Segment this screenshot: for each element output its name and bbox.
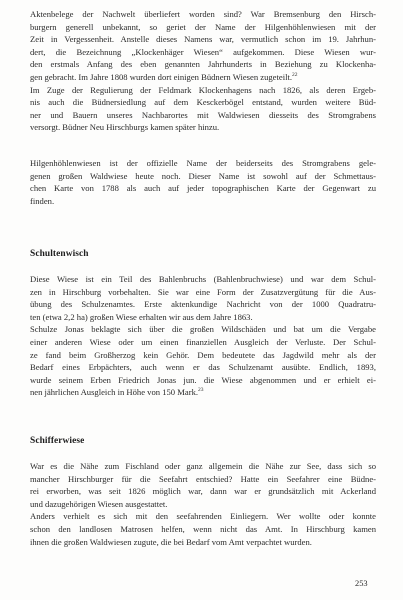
heading-schifferwiese: Schifferwiese bbox=[30, 436, 85, 446]
footnote-marker[interactable]: 22 bbox=[292, 72, 298, 79]
text-line: nis auch die Büdnersiedlung auf dem Kesckerbögel entstand, wurden weitere Büd- bbox=[30, 97, 376, 108]
text-line: Bedarf eines Erbpächters, auch wenn er das Schulzenamt ausübte. Endlich, 1893, bbox=[30, 362, 376, 373]
text-line: ihnen die großen Waldwiesen zugute, die bei Bedarf vom Amt verpachtet wurden. bbox=[30, 536, 312, 547]
text-line: mancher Hirschburger für die Seefahrt entschied? Hatte ein Seefahrer eine Büdne- bbox=[30, 473, 376, 484]
paragraph-schifferwiese bbox=[30, 460, 376, 548]
text-line: chen Karte von 1788 als auch auf jeder topographischen Karte der Gegenwart zu bbox=[30, 183, 376, 194]
footnote-marker[interactable]: 23 bbox=[198, 387, 204, 394]
text-line: ze fand beim Großherzog kein Gehör. Dem bedeutete das Jagdwild mehr als der bbox=[30, 349, 376, 360]
paragraph-official-name bbox=[30, 157, 376, 207]
paragraph-schultenwisch bbox=[30, 273, 376, 399]
text-line: schon den landlosen Matrosen helfen, wenn nicht das Amt. In Hirschburg kamen bbox=[30, 523, 376, 534]
text-line: wurde seinem Erben Friedrich Jonas jun. die Wiese abgenommen und er erhielt ei- bbox=[30, 374, 376, 385]
text-line: burgern generell unbekannt, so geriet der Name der Hilgenhöhlenwiesen mit der bbox=[30, 21, 376, 32]
text-line: finden. bbox=[30, 195, 55, 206]
text-line: einer anderen Wiese oder um einen finanziellen Ausgleich der Verluste. Der Schul- bbox=[30, 336, 376, 347]
page-number: 253 bbox=[355, 579, 368, 588]
text-line: und dazugehörigen Wiesen ausgestattet. bbox=[30, 498, 168, 509]
text-line: versorgt. Büdner Neu Hirschburgs kamen später hinzu. bbox=[30, 122, 220, 133]
text-line: Hilgenhöhlenwiesen ist der offizielle Name der beiderseits des Stromgrabens gele- bbox=[30, 158, 376, 168]
text-line: übung des Schulzenamtes. Erste aktenkundige Nachricht von der 1000 Quadratru- bbox=[30, 299, 376, 310]
text-line: Schulze Jonas beklagte sich über die großen Wildschäden und bat um die Vergabe bbox=[30, 324, 376, 335]
heading-schultenwisch: Schultenwisch bbox=[30, 249, 89, 259]
text-line: zen in Hirschburg vorbehalten. Sie war eine Form der Zusatzvergütung für die Aus- bbox=[30, 286, 376, 297]
text-line: rei erworben, was seit 1826 möglich war, dann war er grundsätzlich mit Ackerland bbox=[30, 486, 376, 497]
text-line: Zeit in Vergessenheit. Anstelle dieses Namens war, vermutlich schon im 19. Jahrhun- bbox=[30, 34, 376, 45]
text-line: ten (etwa 2,2 ha) großen Wiese erhalten wir aus dem Jahre 1863. bbox=[30, 311, 253, 322]
text-line: War es die Nähe zum Fischland oder ganz allgemein die Nähe zur See, dass sich so bbox=[30, 461, 376, 471]
text-line: Im Zuge der Regulierung der Feldmark Klockenhagens nach 1826, als deren Ergeb- bbox=[30, 84, 376, 95]
text-line: ner und Bauern unseres Nachbarortes mit Waldwiesen diesseits des Stromgrabens bbox=[30, 109, 376, 120]
text-line: gen gebracht. Im Jahre 1808 wurden dort einigen Büdnern Wiesen zugeteilt.$^{22}$ bbox=[30, 71, 298, 82]
text-line: den erstmals Anfang des eben genannten Jahrhunderts in Beziehung zu Klockenha- bbox=[30, 59, 376, 70]
text-line: dert, die Bezeichnung „Klockenhäger Wiesen“ aufgekommen. Diese Wiesen wur- bbox=[30, 46, 376, 57]
text-line: Anders verhielt es sich mit den seefahrenden Einliegern. Wer wollte oder konnte bbox=[30, 511, 376, 522]
paragraph-hilgenhoehlenwiesen-history bbox=[30, 8, 376, 134]
text-line: Diese Wiese ist ein Teil des Bahlenbruchs (Bahlenbruchwiese) und war dem Schul- bbox=[30, 274, 376, 284]
text-line: nen jährlichen Ausgleich in Höhe von 150 Mark.$^{23}$ bbox=[30, 387, 204, 398]
text-line: Aktenbelege der Nachwelt überliefert worden sind? War Bremsenburg den Hirsch- bbox=[30, 9, 376, 19]
text-line: genen großen Waldwiese heute noch. Dieser Name ist sowohl auf der Schmettaus- bbox=[30, 170, 376, 181]
